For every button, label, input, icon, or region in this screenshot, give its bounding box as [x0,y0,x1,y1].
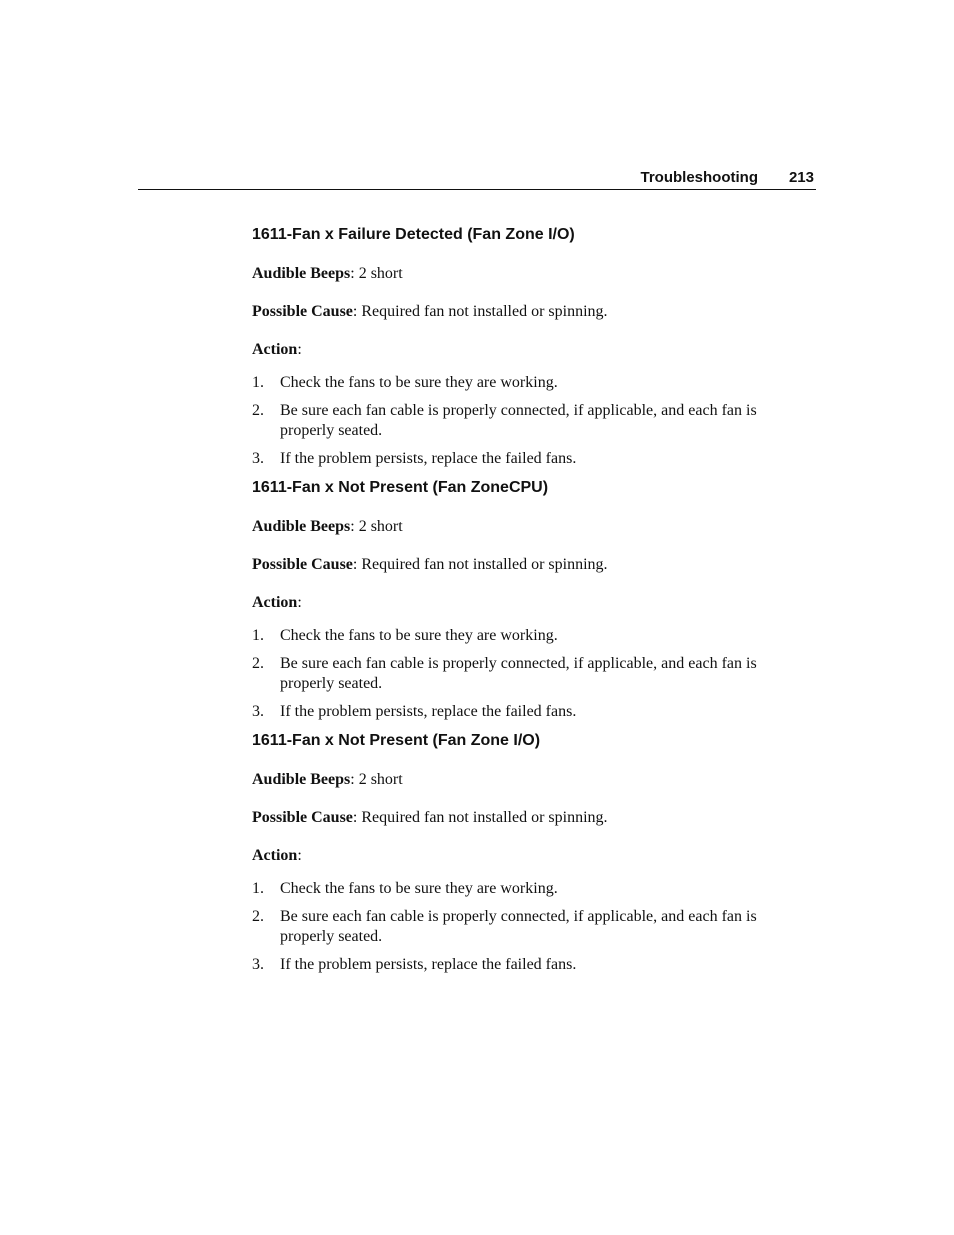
cause-label: Possible Cause [252,303,353,320]
list-item [252,373,812,393]
step-text: Be sure each fan cable is properly connected, if applicable, and each fan is properly seated. [280,908,757,945]
list-item [252,907,812,947]
step-text: Be sure each fan cable is properly connected, if applicable, and each fan is properly seated. [280,402,757,439]
beeps-value: : 2 short [350,265,403,282]
beeps-value: : 2 short [350,518,403,535]
cause-label: Possible Cause [252,809,353,826]
page-number: 213 [788,169,814,186]
list-item [252,626,812,646]
step-number: 2. [252,402,264,419]
action-label: Action [252,341,298,358]
action-colon: : [297,847,302,864]
step-number: 2. [252,908,264,925]
step-number: 3. [252,703,264,720]
action-colon: : [297,594,302,611]
running-header [138,168,816,190]
step-number: 2. [252,655,264,672]
list-item [252,955,812,975]
cause-label: Possible Cause [252,556,353,573]
step-text: If the problem persists, replace the failed fans. [280,703,577,720]
beeps-label: Audible Beeps [252,518,351,535]
action-heading [252,593,812,613]
step-text: If the problem persists, replace the failed fans. [280,956,577,973]
step-text: Be sure each fan cable is properly connected, if applicable, and each fan is properly seated. [280,655,757,692]
cause-value: : Required fan not installed or spinning. [352,809,608,826]
cause-value: : Required fan not installed or spinning. [352,556,608,573]
step-number: 1. [252,374,264,391]
header-title: Troubleshooting [640,169,758,186]
section-title: 1611-Fan x Failure Detected (Fan Zone I/O) [252,226,575,243]
step-text: Check the fans to be sure they are working. [280,374,558,391]
action-colon: : [297,341,302,358]
step-text: If the problem persists, replace the failed fans. [280,450,577,467]
list-item [252,879,812,899]
cause-value: : Required fan not installed or spinning. [352,303,608,320]
beeps-label: Audible Beeps [252,265,351,282]
beeps-value: : 2 short [350,771,403,788]
action-label: Action [252,594,298,611]
list-item [252,654,812,694]
section-title: 1611-Fan x Not Present (Fan ZoneCPU) [252,479,549,496]
list-item [252,449,812,469]
audible-beeps [252,517,812,537]
error-section [252,477,812,722]
action-label: Action [252,847,298,864]
error-section [252,224,812,469]
step-text: Check the fans to be sure they are working. [280,880,558,897]
list-item [252,702,812,722]
section-title: 1611-Fan x Not Present (Fan Zone I/O) [252,732,541,749]
step-number: 3. [252,450,264,467]
step-text: Check the fans to be sure they are working. [280,627,558,644]
action-heading [252,846,812,866]
page-content [252,224,812,983]
possible-cause [252,555,812,575]
step-number: 1. [252,880,264,897]
beeps-label: Audible Beeps [252,771,351,788]
possible-cause [252,302,812,322]
action-heading [252,340,812,360]
action-steps [252,626,812,722]
action-steps [252,879,812,975]
error-section [252,730,812,975]
audible-beeps [252,264,812,284]
list-item [252,401,812,441]
step-number: 1. [252,627,264,644]
step-number: 3. [252,956,264,973]
action-steps [252,373,812,469]
possible-cause [252,808,812,828]
audible-beeps [252,770,812,790]
